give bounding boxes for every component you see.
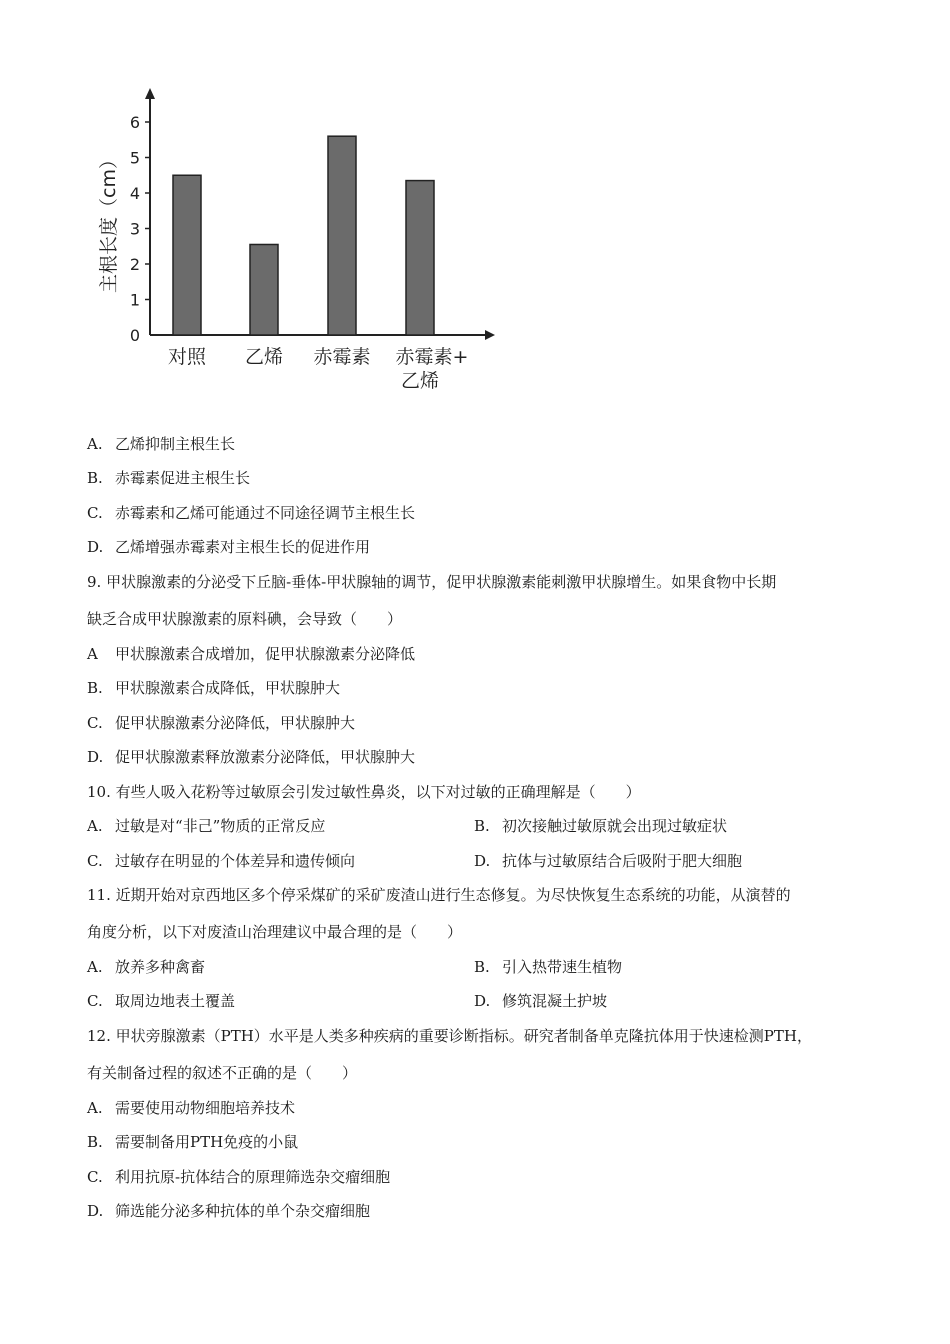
- bar: [173, 175, 201, 335]
- q9-option-d: [87, 747, 415, 767]
- q10-option-c: [87, 851, 355, 871]
- x-tick-label: 赤霉素+: [395, 346, 469, 368]
- root-length-bar-chart: [95, 80, 515, 400]
- q12-stem-line-2: 有关制备过程的叙述不正确的是（ ）: [87, 1064, 358, 1082]
- y-tick-label: 4: [129, 184, 140, 203]
- q12-option-d: [87, 1201, 370, 1221]
- x-tick-label: 赤霉素: [313, 346, 371, 368]
- q10-option-a-text: 过敏是对“非己”物质的正常反应: [115, 817, 326, 835]
- bar: [250, 244, 278, 335]
- q10-option-d-label: D.: [474, 852, 491, 870]
- q12-option-a-text: 需要使用动物细胞培养技术: [115, 1099, 296, 1117]
- q12-option-d-label: D.: [87, 1202, 104, 1220]
- q11-option-d-label: D.: [474, 992, 491, 1010]
- q8-option-c-text: 赤霉素和乙烯可能通过不同途径调节主根生长: [115, 504, 416, 522]
- q9-option-b-text: 甲状腺激素合成降低，甲状腺肿大: [115, 679, 341, 697]
- q10-option-a: [87, 816, 325, 836]
- q10-option-d: [474, 851, 742, 871]
- q12-option-d-text: 筛选能分泌多种抗体的单个杂交瘤细胞: [115, 1202, 371, 1220]
- q12-option-a-label: A.: [87, 1099, 103, 1117]
- q9-stem-line-2: 缺乏合成甲状腺激素的原料碘，会导致（ ）: [87, 610, 403, 628]
- q11-stem-line-1: 11. 近期开始对京西地区多个停采煤矿的采矿废渣山进行生态修复。为尽快恢复生态系统的功能，从演替的: [87, 886, 791, 904]
- q12-option-c: [87, 1167, 390, 1187]
- q9-option-c: [87, 713, 355, 733]
- q10-option-d-text: 抗体与过敏原结合后吸附于肥大细胞: [502, 852, 743, 870]
- y-axis-label: 主根长度（cm）: [98, 150, 120, 293]
- bar: [406, 181, 434, 335]
- q10-option-b-text: 初次接触过敏原就会出现过敏症状: [502, 817, 728, 835]
- q12-option-c-label: C.: [87, 1168, 103, 1186]
- q11-option-a: [87, 957, 205, 977]
- q11-option-d-text: 修筑混凝土护坡: [502, 992, 608, 1010]
- q10-option-c-label: C.: [87, 852, 103, 870]
- q8-option-d-label: D.: [87, 538, 104, 556]
- x-axis-arrow: [485, 330, 495, 340]
- q9-option-c-text: 促甲状腺激素分泌降低，甲状腺肿大: [115, 714, 356, 732]
- q9-option-a-label: A: [87, 645, 98, 663]
- q12-option-b: [87, 1132, 298, 1152]
- q11-stem-line-2: 角度分析，以下对废渣山治理建议中最合理的是（ ）: [87, 923, 463, 941]
- q8-option-a: [87, 434, 235, 454]
- x-tick-label: 对照: [167, 346, 207, 368]
- q10-option-a-label: A.: [87, 817, 103, 835]
- q12-option-b-label: B.: [87, 1133, 103, 1151]
- q9-option-a-text: 甲状腺激素合成增加，促甲状腺激素分泌降低: [115, 645, 416, 663]
- q9-option-c-label: C.: [87, 714, 103, 732]
- q11-option-b-label: B.: [474, 958, 490, 976]
- q11-option-c-label: C.: [87, 992, 103, 1010]
- q11-option-b: [474, 957, 622, 977]
- y-tick-label: 6: [129, 113, 140, 132]
- q11-option-a-text: 放养多种禽畜: [115, 958, 206, 976]
- q12-stem-line-1: 12. 甲状旁腺激素（PTH）水平是人类多种疾病的重要诊断指标。研究者制备单克隆抗体用于快速检测PTH，: [87, 1027, 812, 1045]
- q12-option-b-text: 需要制备用PTH免疫的小鼠: [115, 1133, 299, 1151]
- q11-option-c: [87, 991, 235, 1011]
- q10-option-b-label: B.: [474, 817, 490, 835]
- q11-option-a-label: A.: [87, 958, 103, 976]
- bar: [328, 136, 356, 335]
- q9-stem-line-1: 9. 甲状腺激素的分泌受下丘脑-垂体-甲状腺轴的调节，促甲状腺激素能刺激甲状腺增生。如果食物中长期: [87, 573, 777, 591]
- y-tick-label: 3: [129, 219, 140, 239]
- q8-option-a-label: A.: [87, 435, 103, 453]
- y-tick-label: 0: [129, 326, 140, 345]
- q11-option-b-text: 引入热带速生植物: [502, 958, 623, 976]
- q11-option-c-text: 取周边地表土覆盖: [115, 992, 236, 1010]
- q10-option-b: [474, 816, 727, 836]
- q8-option-d: [87, 537, 370, 557]
- q8-option-a-text: 乙烯抑制主根生长: [115, 435, 236, 453]
- q9-option-d-text: 促甲状腺激素释放激素分泌降低，甲状腺肿大: [115, 748, 416, 766]
- y-axis-arrow: [145, 88, 155, 99]
- q12-option-a: [87, 1098, 295, 1118]
- y-tick-label: 2: [129, 255, 140, 274]
- y-tick-label: 1: [129, 290, 140, 310]
- q8-option-b-label: B.: [87, 469, 103, 487]
- q12-option-c-text: 利用抗原-抗体结合的原理筛选杂交瘤细胞: [115, 1168, 391, 1186]
- y-tick-label: 5: [129, 148, 140, 168]
- x-tick-label: 乙烯: [244, 346, 284, 368]
- q9-option-d-label: D.: [87, 748, 104, 766]
- q9-option-a: [87, 644, 415, 664]
- q11-option-d: [474, 991, 607, 1011]
- q8-option-b: [87, 468, 250, 488]
- q8-option-b-text: 赤霉素促进主根生长: [115, 469, 251, 487]
- q9-option-b: [87, 678, 340, 698]
- q8-option-c-label: C.: [87, 504, 103, 522]
- q10-stem: 10. 有些人吸入花粉等过敏原会引发过敏性鼻炎，以下对过敏的正确理解是（ ）: [87, 783, 641, 801]
- q10-option-c-text: 过敏存在明显的个体差异和遗传倾向: [115, 852, 356, 870]
- q9-option-b-label: B.: [87, 679, 103, 697]
- q8-option-c: [87, 503, 415, 523]
- x-tick-label: 乙烯: [400, 370, 440, 392]
- q8-option-d-text: 乙烯增强赤霉素对主根生长的促进作用: [115, 538, 371, 556]
